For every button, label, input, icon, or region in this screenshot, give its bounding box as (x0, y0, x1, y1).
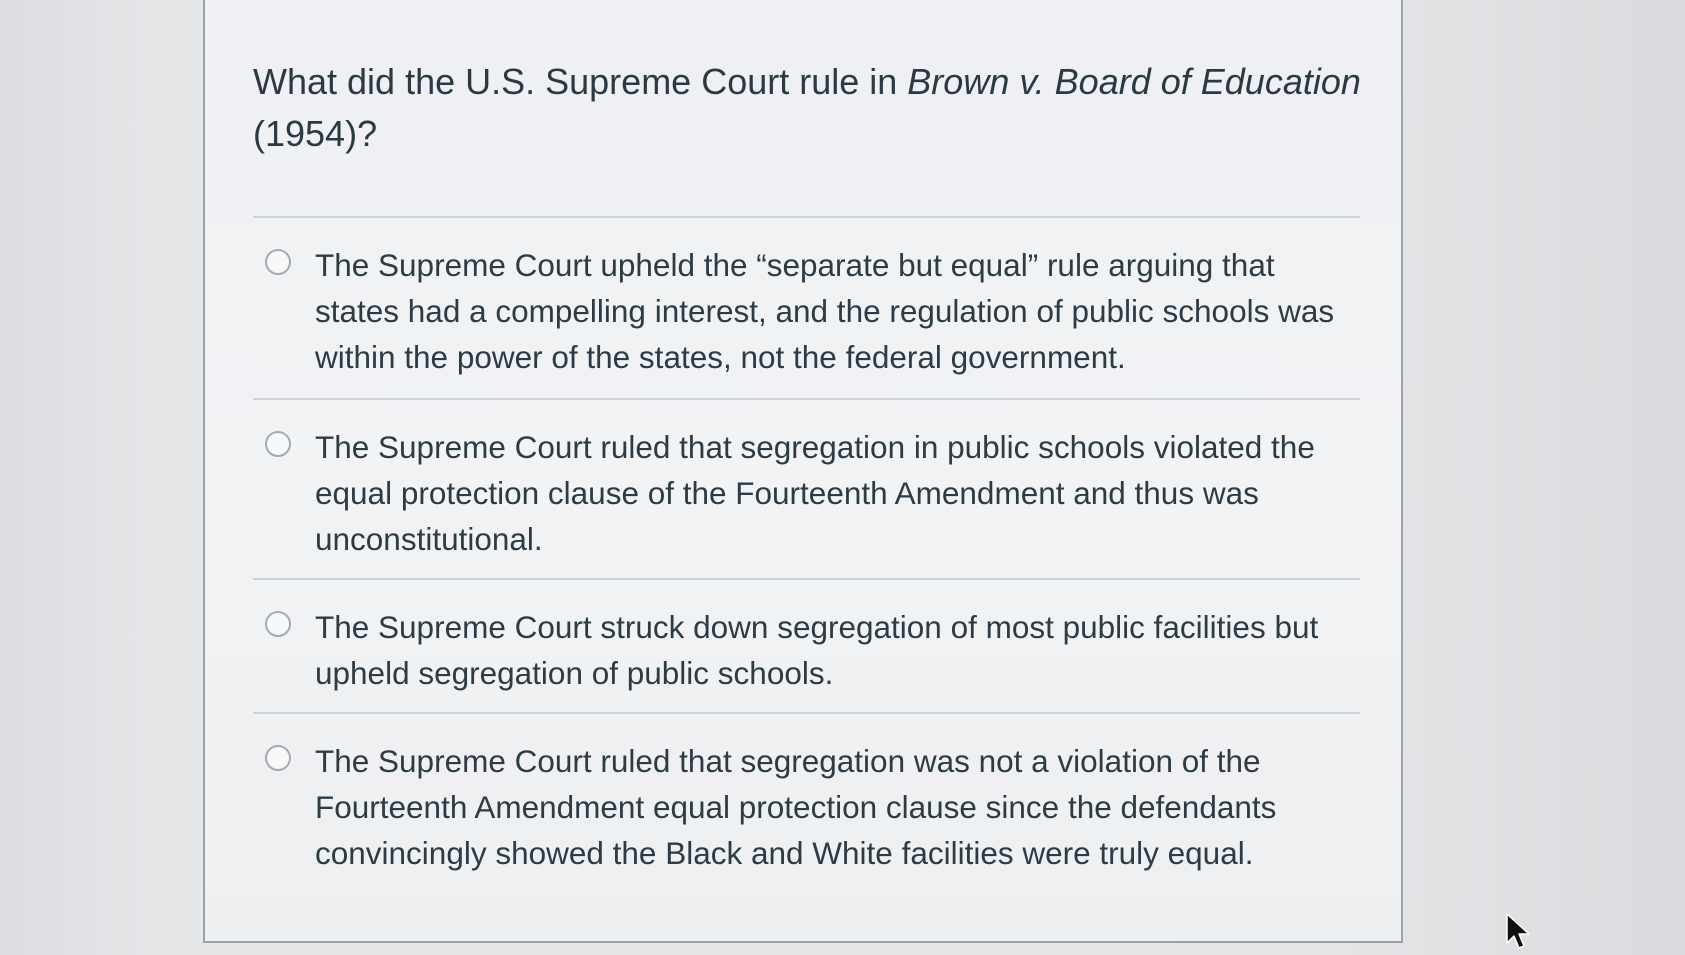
answer-option-3[interactable] (253, 578, 1360, 712)
answer-option-2-label[interactable]: The Supreme Court ruled that segregation in public schools violated the equal protection clause of the Fourteenth Amendment and thus was unconstitutional. (315, 429, 1315, 557)
radio-unselected-icon[interactable] (265, 745, 291, 771)
question-text (253, 56, 1363, 160)
question-prefix: What did the U.S. Supreme Court rule in (253, 61, 908, 102)
question-case-name: Brown v. Board of Education (907, 61, 1361, 102)
answer-option-1[interactable] (253, 216, 1360, 398)
answer-option-4[interactable] (253, 712, 1360, 902)
radio-unselected-icon[interactable] (265, 611, 291, 637)
quiz-question-card (203, 0, 1403, 943)
answer-option-3-label[interactable]: The Supreme Court struck down segregation of most public facilities but upheld segregation of public schools. (315, 609, 1319, 691)
answer-option-1-label[interactable]: The Supreme Court upheld the “separate but equal” rule arguing that states had a compelling interest, and the regulation of public schools was within the power of the states, not the federal government. (315, 247, 1335, 375)
radio-unselected-icon[interactable] (265, 431, 291, 457)
mouse-pointer-icon (1505, 912, 1533, 952)
answer-list (253, 216, 1360, 902)
question-suffix: (1954)? (253, 113, 378, 154)
answer-option-2[interactable] (253, 398, 1360, 578)
answer-option-4-label[interactable]: The Supreme Court ruled that segregation was not a violation of the Fourteenth Amendment equal protection clause since the defendants convincingly showed the Black and White facilities were truly equal. (315, 743, 1277, 871)
radio-unselected-icon[interactable] (265, 249, 291, 275)
